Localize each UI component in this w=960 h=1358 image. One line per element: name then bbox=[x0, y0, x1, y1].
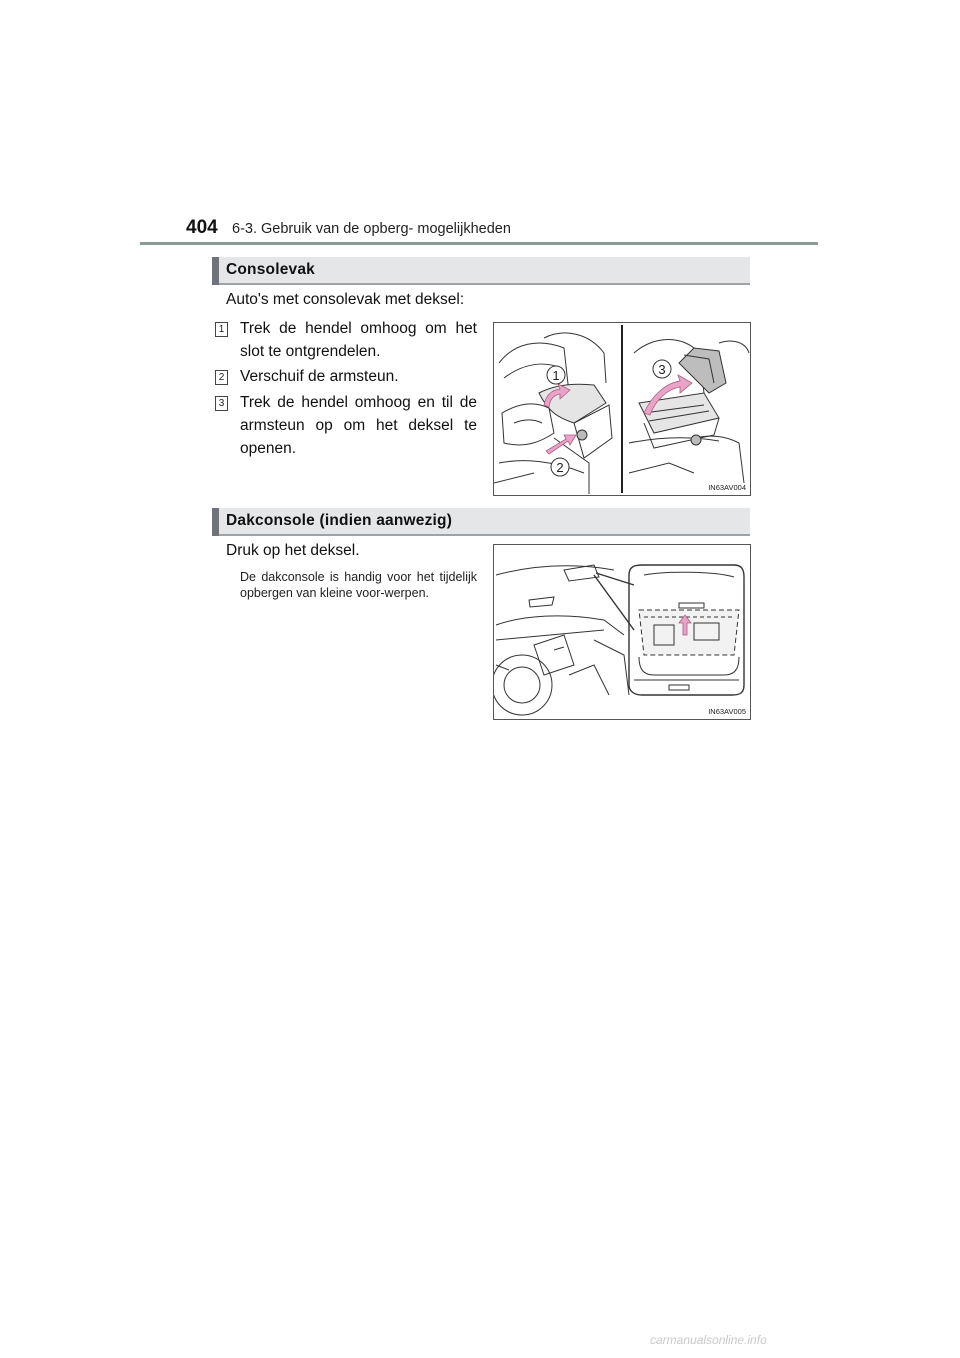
chapter-title: 6-3. Gebruik van de opberg- mogelijkheden bbox=[232, 221, 511, 237]
figure-callout: 3 bbox=[658, 362, 666, 377]
figure-code: IN63AV004 bbox=[708, 483, 746, 492]
roof-console-illustration bbox=[493, 544, 751, 720]
section-title: Dakconsole (indien aanwezig) bbox=[226, 512, 453, 529]
step-number: 2 bbox=[215, 370, 228, 385]
note-text: De dakconsole is handig voor het tijdelijk opbergen van kleine voor-werpen. bbox=[240, 570, 477, 600]
step-text: Trek de hendel omhoog en til de armsteun op om het deksel te openen. bbox=[240, 394, 477, 457]
step-number: 3 bbox=[215, 396, 228, 411]
header-divider bbox=[140, 242, 818, 245]
section-intro: Druk op het deksel. bbox=[226, 542, 360, 559]
section-header-dakconsole bbox=[212, 508, 750, 536]
page-number: 404 bbox=[186, 217, 218, 238]
step-text: Verschuif de armsteun. bbox=[240, 368, 399, 385]
console-drawing bbox=[494, 323, 750, 495]
section-intro: Auto's met consolevak met deksel: bbox=[226, 291, 465, 308]
console-illustration bbox=[493, 322, 751, 496]
section-title: Consolevak bbox=[226, 261, 316, 278]
figure-code: IN63AV005 bbox=[708, 707, 746, 716]
roof-console-drawing bbox=[494, 545, 750, 719]
step-number: 1 bbox=[215, 322, 228, 337]
section-header-consolevak bbox=[212, 257, 750, 285]
figure-callout: 1 bbox=[552, 368, 560, 383]
step-text: Trek de hendel omhoog om het slot te ontgrendelen. bbox=[240, 320, 477, 360]
section-marker bbox=[212, 257, 219, 285]
figure-callout: 2 bbox=[556, 460, 564, 475]
section-marker bbox=[212, 508, 219, 536]
watermark: carmanualsonline.info bbox=[650, 1333, 767, 1347]
